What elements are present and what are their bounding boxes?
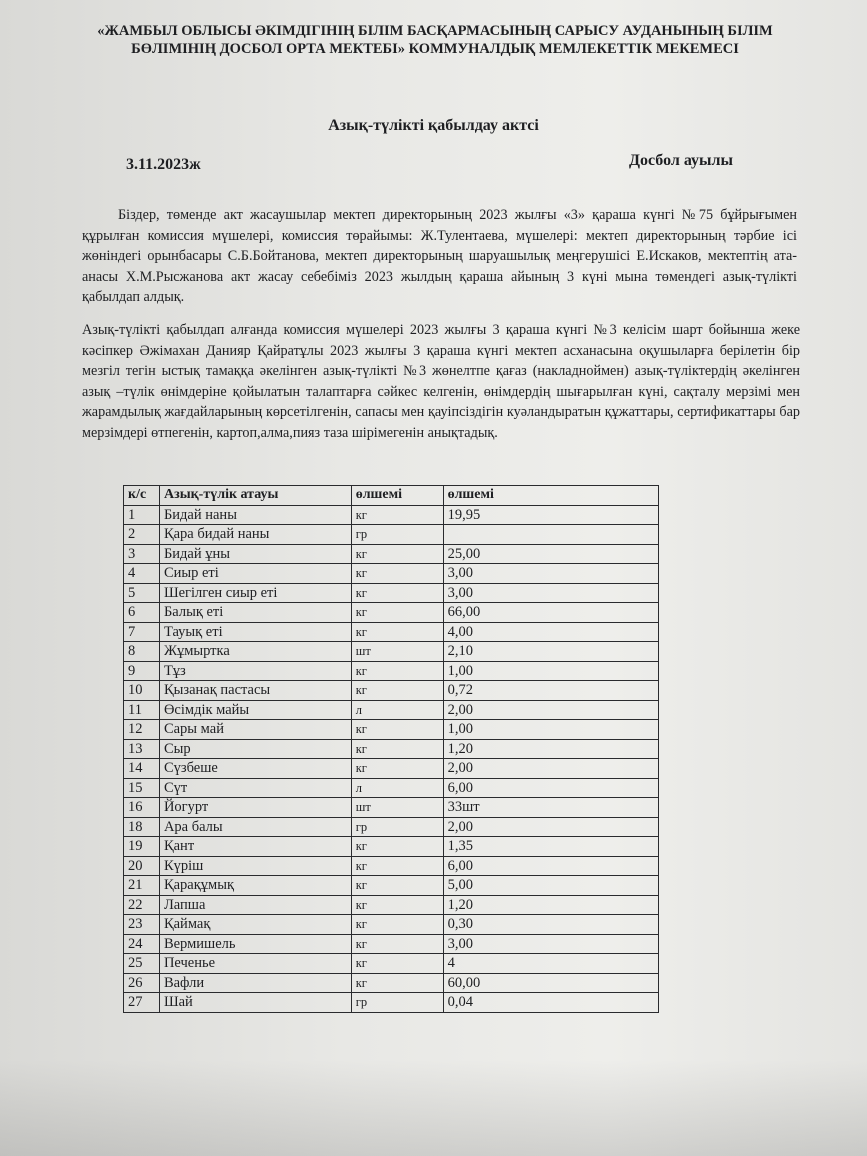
cell-unit: кг — [351, 583, 443, 603]
cell-quantity: 60,00 — [443, 973, 658, 993]
cell-number: 27 — [124, 993, 160, 1013]
cell-unit: кг — [351, 856, 443, 876]
cell-quantity — [443, 525, 658, 545]
cell-item-name: Жұмыртка — [159, 642, 351, 662]
cell-number: 4 — [124, 564, 160, 584]
table-body — [124, 505, 659, 1012]
cell-item-name: Күріш — [159, 856, 351, 876]
cell-quantity: 0,30 — [443, 915, 658, 935]
table-row — [124, 603, 659, 623]
cell-item-name: Өсімдік майы — [159, 700, 351, 720]
cell-quantity: 2,00 — [443, 817, 658, 837]
table-row — [124, 642, 659, 662]
table-row — [124, 915, 659, 935]
cell-item-name: Тауық еті — [159, 622, 351, 642]
cell-quantity: 5,00 — [443, 876, 658, 896]
cell-number: 16 — [124, 798, 160, 818]
table-row — [124, 837, 659, 857]
cell-number: 26 — [124, 973, 160, 993]
cell-item-name: Сүт — [159, 778, 351, 798]
food-items-table — [123, 485, 659, 1013]
cell-number: 11 — [124, 700, 160, 720]
cell-item-name: Йогурт — [159, 798, 351, 818]
cell-unit: кг — [351, 622, 443, 642]
cell-unit: кг — [351, 564, 443, 584]
cell-number: 2 — [124, 525, 160, 545]
cell-number: 3 — [124, 544, 160, 564]
cell-item-name: Қант — [159, 837, 351, 857]
table-row — [124, 700, 659, 720]
column-header-name: Азық-түлік атауы — [159, 486, 351, 506]
cell-number: 7 — [124, 622, 160, 642]
cell-quantity: 1,20 — [443, 739, 658, 759]
cell-number: 15 — [124, 778, 160, 798]
cell-item-name: Шай — [159, 993, 351, 1013]
table-row — [124, 817, 659, 837]
table-row — [124, 681, 659, 701]
cell-unit: кг — [351, 681, 443, 701]
cell-quantity: 3,00 — [443, 564, 658, 584]
cell-number: 20 — [124, 856, 160, 876]
cell-item-name: Вафли — [159, 973, 351, 993]
cell-unit: л — [351, 778, 443, 798]
cell-item-name: Лапша — [159, 895, 351, 915]
cell-quantity: 1,35 — [443, 837, 658, 857]
cell-number: 14 — [124, 759, 160, 779]
organization-header: «ЖАМБЫЛ ОБЛЫСЫ ӘКІМДІГІНІҢ БІЛІМ БАСҚАРМАСЫНЫҢ САРЫСУ АУДАНЫНЫҢ БІЛІМ БӨЛІМІНІҢ ДОСБОЛ ОРТА МЕКТЕБІ» КОММУНАЛДЫҚ МЕМЛЕКЕТТІК МЕКЕМЕСІ — [97, 23, 773, 57]
table-row — [124, 759, 659, 779]
cell-number: 13 — [124, 739, 160, 759]
column-header-unit: өлшемі — [351, 486, 443, 506]
cell-item-name: Печенье — [159, 954, 351, 974]
column-header-quantity: өлшемі — [443, 486, 658, 506]
document-title: Азық-түлікті қабылдау актсі — [328, 117, 539, 134]
table-row — [124, 954, 659, 974]
cell-number: 21 — [124, 876, 160, 896]
table-row — [124, 583, 659, 603]
cell-item-name: Тұз — [159, 661, 351, 681]
cell-item-name: Бидай наны — [159, 505, 351, 525]
cell-quantity: 0,04 — [443, 993, 658, 1013]
cell-item-name: Сары май — [159, 720, 351, 740]
cell-quantity: 1,00 — [443, 720, 658, 740]
cell-item-name: Қара бидай наны — [159, 525, 351, 545]
cell-quantity: 4 — [443, 954, 658, 974]
table-row — [124, 622, 659, 642]
cell-quantity: 2,00 — [443, 700, 658, 720]
table-row — [124, 778, 659, 798]
cell-number: 5 — [124, 583, 160, 603]
table-row — [124, 895, 659, 915]
cell-item-name: Сыр — [159, 739, 351, 759]
cell-item-name: Қызанақ пастасы — [159, 681, 351, 701]
intro-paragraph: Біздер, төменде акт жасаушылар мектеп директорының 2023 жылғы «3» қараша күнгі №75 бұйрығымен құрылған комиссия мүшелері, комиссия төрайымы: Ж.Тулентаева, мүшелері: мектеп директорының тәрбие ісі жөніндегі орынбасары С.Б.Бойтанова, мектеп директорының шаруашылық меңгерушісі Е.Искаков, мектептің ата-анасы Х.М.Рысжанова акт жасау себебіміз 2023 жылдың қараша айының 3 күні мына төмендегі азық-түлікті қабылдап алдық. — [82, 207, 797, 305]
table-row — [124, 525, 659, 545]
cell-item-name: Бидай ұны — [159, 544, 351, 564]
cell-item-name: Ара балы — [159, 817, 351, 837]
document-place: Досбол ауылы — [629, 152, 734, 169]
table-row — [124, 544, 659, 564]
cell-unit: кг — [351, 739, 443, 759]
cell-unit: кг — [351, 661, 443, 681]
cell-quantity: 3,00 — [443, 934, 658, 954]
cell-quantity: 1,20 — [443, 895, 658, 915]
cell-unit: гр — [351, 993, 443, 1013]
table-row — [124, 876, 659, 896]
cell-unit: кг — [351, 837, 443, 857]
cell-unit: кг — [351, 603, 443, 623]
cell-number: 25 — [124, 954, 160, 974]
column-header-number: к/с — [124, 486, 160, 506]
table-row — [124, 564, 659, 584]
cell-item-name: Қаймақ — [159, 915, 351, 935]
cell-quantity: 66,00 — [443, 603, 658, 623]
table-row — [124, 973, 659, 993]
table-row — [124, 661, 659, 681]
cell-item-name: Қарақұмық — [159, 876, 351, 896]
table-row — [124, 993, 659, 1013]
cell-unit: шт — [351, 798, 443, 818]
cell-unit: гр — [351, 525, 443, 545]
table-row — [124, 505, 659, 525]
cell-item-name: Шегілген сиыр еті — [159, 583, 351, 603]
cell-quantity: 4,00 — [443, 622, 658, 642]
cell-number: 18 — [124, 817, 160, 837]
cell-quantity: 33шт — [443, 798, 658, 818]
cell-item-name: Сүзбеше — [159, 759, 351, 779]
cell-quantity: 19,95 — [443, 505, 658, 525]
cell-unit: кг — [351, 915, 443, 935]
cell-unit: кг — [351, 973, 443, 993]
table-row — [124, 934, 659, 954]
cell-number: 9 — [124, 661, 160, 681]
document-date: 3.11.2023ж — [126, 156, 201, 173]
cell-number: 12 — [124, 720, 160, 740]
cell-number: 24 — [124, 934, 160, 954]
table-row — [124, 798, 659, 818]
cell-quantity: 6,00 — [443, 856, 658, 876]
page-shadow — [0, 1060, 867, 1156]
cell-number: 22 — [124, 895, 160, 915]
cell-item-name: Вермишель — [159, 934, 351, 954]
cell-unit: гр — [351, 817, 443, 837]
cell-quantity: 1,00 — [443, 661, 658, 681]
cell-unit: кг — [351, 544, 443, 564]
cell-number: 10 — [124, 681, 160, 701]
cell-quantity: 3,00 — [443, 583, 658, 603]
cell-quantity: 2,10 — [443, 642, 658, 662]
table-row — [124, 720, 659, 740]
cell-number: 19 — [124, 837, 160, 857]
cell-quantity: 25,00 — [443, 544, 658, 564]
cell-unit: л — [351, 700, 443, 720]
acceptance-paragraph: Азық-түлікті қабылдап алғанда комиссия мүшелері 2023 жылғы 3 қараша күнгі №3 келісім шарт бойынша жеке кәсіпкер Әжімахан Данияр Қайратұлы 2023 жылғы 3 қараша күнгі мектеп асханасына оқушыларға берілетін бір мезгіл тегін ыстық тамаққа әкелінген азық-түлікті №3 жөнелтпе қағаз (накладноймен) азық-түліктердің әкелінген азық –түлік өнімдеріне қойылатын талаптарға сәйкес келгенін, өнімдердің шығарылған күні, сақталу мерзімі мен жарамдылық жағдайларының көрсетілгенін, сапасы мен қауіпсіздігін куәландыратын құжаттары, сертификаттары бар мерзімдері өтпегенін, картоп,алма,пияз таза шірімегенін анықтадық. — [82, 322, 800, 441]
table-row — [124, 739, 659, 759]
cell-unit: шт — [351, 642, 443, 662]
cell-quantity: 0,72 — [443, 681, 658, 701]
cell-number: 1 — [124, 505, 160, 525]
cell-unit: кг — [351, 895, 443, 915]
cell-quantity: 2,00 — [443, 759, 658, 779]
table-row — [124, 856, 659, 876]
cell-unit: кг — [351, 505, 443, 525]
cell-unit: кг — [351, 876, 443, 896]
cell-number: 23 — [124, 915, 160, 935]
cell-unit: кг — [351, 720, 443, 740]
cell-number: 8 — [124, 642, 160, 662]
cell-unit: кг — [351, 954, 443, 974]
cell-unit: кг — [351, 759, 443, 779]
cell-item-name: Балық еті — [159, 603, 351, 623]
cell-unit: кг — [351, 934, 443, 954]
cell-number: 6 — [124, 603, 160, 623]
cell-item-name: Сиыр еті — [159, 564, 351, 584]
cell-quantity: 6,00 — [443, 778, 658, 798]
table-header-row — [124, 486, 659, 506]
